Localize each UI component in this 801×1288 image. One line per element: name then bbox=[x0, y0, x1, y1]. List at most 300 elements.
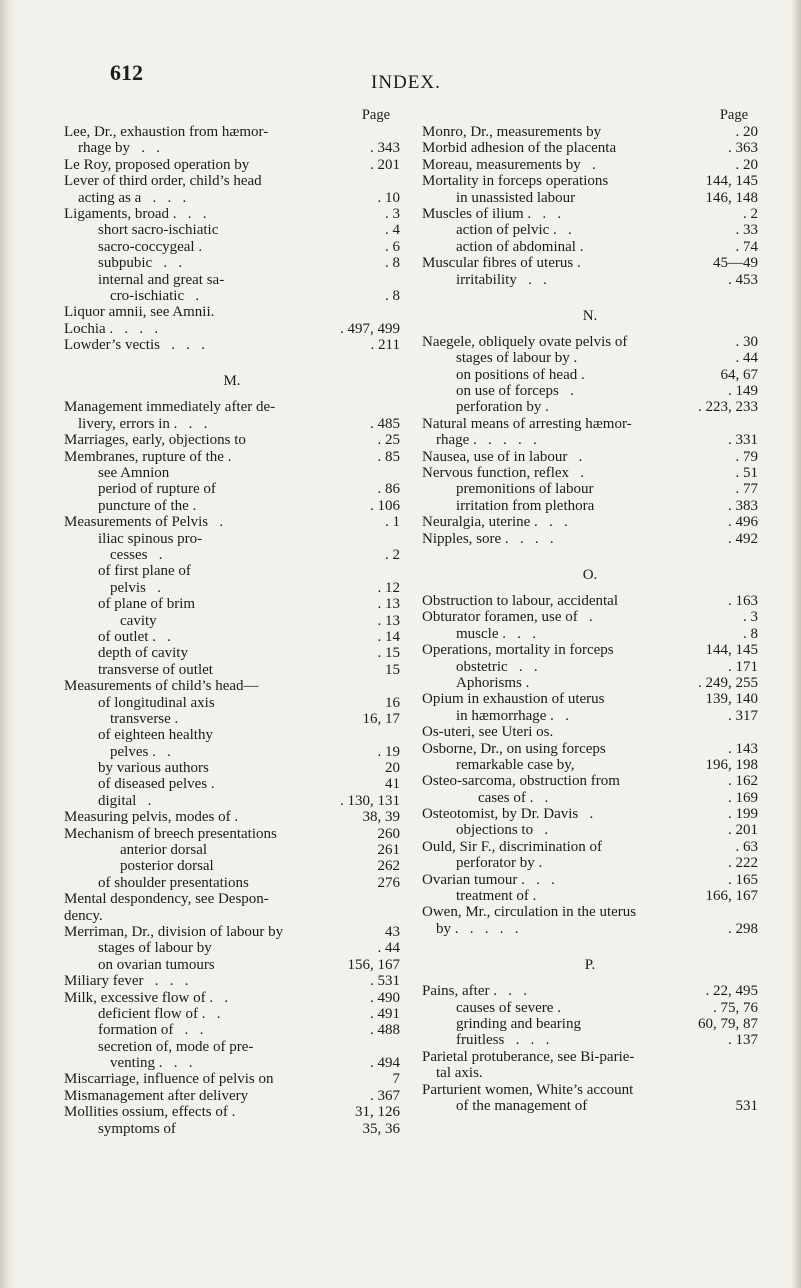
entry-text: pelves . . bbox=[110, 743, 171, 760]
index-entry bbox=[64, 222, 400, 238]
entry-text: Lever of third order, child’s head bbox=[64, 173, 262, 190]
index-entry bbox=[422, 255, 758, 271]
entry-text: venting . . . bbox=[110, 1055, 193, 1072]
index-column-right bbox=[422, 106, 758, 1114]
entry-text: Miliary fever . . . bbox=[64, 973, 189, 990]
entry-text: Measurements of child’s head— bbox=[64, 678, 259, 695]
entry-pages: . 15 bbox=[377, 645, 400, 662]
index-entry bbox=[64, 711, 400, 727]
entry-text: Ould, Sir F., discrimination of bbox=[422, 838, 603, 855]
entry-text: Measuring pelvis, modes of . bbox=[64, 809, 239, 826]
entry-text: remarkable case by, bbox=[456, 756, 575, 773]
index-entry bbox=[422, 708, 758, 724]
index-entry bbox=[64, 826, 400, 842]
entry-pages bbox=[397, 678, 400, 694]
entry-text: pelvis . bbox=[110, 579, 161, 596]
entry-pages: . 249, 255 bbox=[698, 674, 758, 691]
index-entry bbox=[422, 239, 758, 255]
entry-pages: . 85 bbox=[377, 448, 400, 465]
entry-text: Operations, mortality in forceps bbox=[422, 642, 614, 659]
entry-text: of outlet . . bbox=[98, 628, 171, 645]
entry-pages: 146, 148 bbox=[705, 189, 758, 206]
entry-pages: . 497, 499 bbox=[340, 320, 400, 337]
entry-text: treatment of . bbox=[456, 888, 537, 905]
entry-text: Management immediately after de- bbox=[64, 399, 276, 416]
entry-pages bbox=[397, 891, 400, 907]
column-page-heading: Page bbox=[361, 107, 390, 123]
index-entry bbox=[422, 140, 758, 156]
entry-pages: 43 bbox=[385, 923, 400, 940]
index-entry bbox=[422, 659, 758, 675]
entry-text: cavity bbox=[120, 612, 157, 629]
entry-text: Os-uteri, see Uteri os. bbox=[422, 724, 554, 741]
index-entry bbox=[422, 272, 758, 288]
entry-text: on ovarian tumours bbox=[98, 956, 215, 973]
index-entry bbox=[64, 940, 400, 956]
entry-pages: . 492 bbox=[728, 530, 758, 547]
index-entry bbox=[64, 124, 400, 140]
entry-text: Lochia . . . . bbox=[64, 320, 159, 337]
entry-pages: . 86 bbox=[377, 481, 400, 498]
entry-text: Measurements of Pelvis . bbox=[64, 514, 224, 531]
index-entry bbox=[422, 1000, 758, 1016]
entry-pages bbox=[397, 1039, 400, 1055]
entry-text: Owen, Mr., circulation in the uterus bbox=[422, 904, 637, 921]
entry-pages: 276 bbox=[377, 874, 400, 891]
index-entry bbox=[64, 1088, 400, 1104]
index-entry bbox=[422, 498, 758, 514]
entry-pages: . 149 bbox=[728, 383, 758, 400]
entry-pages: . 8 bbox=[385, 255, 400, 272]
index-entry bbox=[422, 1065, 758, 1081]
entry-text: Obstruction to labour, accidental bbox=[422, 592, 619, 609]
entry-text: perforator by . bbox=[456, 855, 543, 872]
index-entry bbox=[64, 531, 400, 547]
entry-text: formation of . . bbox=[98, 1022, 204, 1039]
entry-text: Pains, after . . . bbox=[422, 983, 527, 1000]
entry-pages: . 222 bbox=[728, 855, 758, 872]
entry-pages: . 14 bbox=[377, 628, 400, 645]
entry-pages: 45—49 bbox=[713, 255, 758, 272]
index-entry bbox=[422, 757, 758, 773]
entry-text: Naegele, obliquely ovate pelvis of bbox=[422, 333, 628, 350]
index-entry bbox=[422, 675, 758, 691]
entry-pages: . 211 bbox=[370, 337, 400, 354]
index-entry bbox=[64, 173, 400, 189]
entry-pages bbox=[397, 272, 400, 288]
entry-text: grinding and bearing bbox=[456, 1015, 581, 1032]
index-entry bbox=[64, 1006, 400, 1022]
index-entry bbox=[64, 908, 400, 924]
entry-text: cesses . bbox=[110, 546, 163, 563]
entry-pages: . 3 bbox=[385, 205, 400, 222]
entry-text: Mental despondency, see Despon- bbox=[64, 891, 269, 908]
index-entry bbox=[64, 272, 400, 288]
index-entry bbox=[64, 1121, 400, 1137]
entry-pages: . 331 bbox=[728, 432, 758, 449]
entry-text: Lee, Dr., exhaustion from hæmor- bbox=[64, 124, 269, 140]
entry-pages: 16 bbox=[385, 694, 400, 711]
entry-pages: . 453 bbox=[728, 271, 758, 288]
index-entry bbox=[422, 416, 758, 432]
entry-pages: 262 bbox=[377, 858, 400, 875]
entry-pages bbox=[755, 1065, 758, 1081]
index-entry bbox=[64, 727, 400, 743]
index-entry bbox=[422, 531, 758, 547]
index-entry bbox=[64, 399, 400, 415]
entry-text: Liquor amnii, see Amnii. bbox=[64, 304, 215, 321]
entry-pages: . 163 bbox=[728, 592, 758, 609]
entry-pages bbox=[397, 173, 400, 189]
index-entry bbox=[422, 691, 758, 707]
entry-pages: . 363 bbox=[728, 140, 758, 157]
entry-pages: 38, 39 bbox=[362, 809, 400, 826]
entry-pages: . 12 bbox=[377, 579, 400, 596]
entry-pages bbox=[397, 563, 400, 579]
entry-pages: . 496 bbox=[728, 514, 758, 531]
entry-pages: . 2 bbox=[385, 546, 400, 563]
entry-text: cro-ischiatic . bbox=[110, 287, 200, 304]
index-entry bbox=[64, 924, 400, 940]
entry-pages: 41 bbox=[385, 776, 400, 793]
entry-pages: . 298 bbox=[728, 920, 758, 937]
entry-pages: . 317 bbox=[728, 707, 758, 724]
index-entry bbox=[422, 514, 758, 530]
index-entry bbox=[64, 678, 400, 694]
entry-pages: . 13 bbox=[377, 612, 400, 629]
entry-pages bbox=[397, 908, 400, 924]
entry-text: stages of labour by . bbox=[456, 350, 578, 367]
index-entry bbox=[422, 206, 758, 222]
entry-pages: 31, 126 bbox=[355, 1104, 400, 1121]
entry-pages: 260 bbox=[377, 825, 400, 842]
index-entry bbox=[422, 724, 758, 740]
index-entry bbox=[422, 481, 758, 497]
index-entry bbox=[64, 547, 400, 563]
section-letter: M. bbox=[223, 373, 241, 390]
entry-text: Obturator foramen, use of . bbox=[422, 609, 593, 626]
index-entry bbox=[64, 140, 400, 156]
entry-text: short sacro-ischiatic bbox=[98, 222, 219, 239]
entry-text: digital . bbox=[98, 792, 152, 809]
entry-text: Marriages, early, objections to bbox=[64, 432, 246, 449]
entry-text: Ligaments, broad . . . bbox=[64, 205, 207, 222]
entry-pages: . 130, 131 bbox=[340, 792, 400, 809]
entry-text: subpubic . . bbox=[98, 255, 183, 272]
index-entry bbox=[64, 239, 400, 255]
page-left-shadow bbox=[0, 0, 16, 1288]
index-entry bbox=[422, 383, 758, 399]
index-entry bbox=[64, 842, 400, 858]
index-entry bbox=[422, 350, 758, 366]
index-entry bbox=[422, 334, 758, 350]
entry-text: transverse of outlet bbox=[98, 661, 213, 678]
entry-text: by various authors bbox=[98, 760, 209, 777]
index-entry bbox=[64, 1022, 400, 1038]
entry-text: Muscles of ilium . . . bbox=[422, 205, 562, 222]
index-entry bbox=[422, 642, 758, 658]
index-entry bbox=[64, 793, 400, 809]
entry-text: iliac spinous pro- bbox=[98, 530, 203, 547]
page-right-shadow bbox=[791, 0, 801, 1288]
entry-text: Moreau, measurements by . bbox=[422, 156, 596, 173]
entry-text: Milk, excessive flow of . . bbox=[64, 989, 229, 1006]
index-entry bbox=[422, 432, 758, 448]
index-entry bbox=[64, 321, 400, 337]
entry-pages: . 490 bbox=[370, 989, 400, 1006]
index-entry bbox=[422, 822, 758, 838]
index-entry bbox=[64, 481, 400, 497]
entry-pages bbox=[397, 531, 400, 547]
entry-pages: 196, 198 bbox=[705, 756, 758, 773]
entry-pages: . 162 bbox=[728, 773, 758, 790]
entry-text: in hæmorrhage . . bbox=[456, 707, 569, 724]
entry-pages: . 201 bbox=[728, 822, 758, 839]
index-entry bbox=[64, 858, 400, 874]
index-entry bbox=[64, 875, 400, 891]
index-column-left bbox=[64, 106, 400, 1137]
entry-text: Opium in exhaustion of uterus bbox=[422, 691, 605, 708]
index-entry bbox=[422, 1016, 758, 1032]
entry-text: Osteotomist, by Dr. Davis . bbox=[422, 806, 594, 823]
entry-pages: . 25 bbox=[377, 432, 400, 449]
entry-text: of longitudinal axis bbox=[98, 694, 215, 711]
index-entry bbox=[64, 157, 400, 173]
index-entry bbox=[64, 514, 400, 530]
index-entry bbox=[422, 124, 758, 140]
index-entry bbox=[64, 990, 400, 1006]
section-letter: P. bbox=[584, 957, 596, 974]
index-entry bbox=[422, 839, 758, 855]
index-entry bbox=[422, 1082, 758, 1098]
entry-text: Miscarriage, influence of pelvis on bbox=[64, 1071, 274, 1088]
index-entry bbox=[64, 337, 400, 353]
entry-text: irritation from plethora bbox=[456, 497, 595, 514]
index-entry bbox=[422, 173, 758, 189]
index-entry bbox=[422, 741, 758, 757]
entry-text: Monro, Dr., measurements by bbox=[422, 124, 602, 140]
index-entry bbox=[64, 809, 400, 825]
index-entry bbox=[422, 465, 758, 481]
entry-pages: . 106 bbox=[370, 497, 400, 514]
entry-text: rhage . . . . . bbox=[436, 432, 537, 449]
entry-text: obstetric . . bbox=[456, 658, 538, 675]
entry-text: Parietal protuberance, see Bi-parie- bbox=[422, 1048, 635, 1065]
entry-pages bbox=[397, 124, 400, 140]
index-entry bbox=[64, 563, 400, 579]
index-entry bbox=[422, 157, 758, 173]
entry-pages: 20 bbox=[385, 760, 400, 777]
entry-text: stages of labour by bbox=[98, 940, 212, 957]
entry-text: Mollities ossium, effects of . bbox=[64, 1104, 236, 1121]
entry-pages: . 531 bbox=[370, 973, 400, 990]
index-entry bbox=[64, 695, 400, 711]
entry-pages: 7 bbox=[392, 1071, 400, 1088]
entry-text: puncture of the . bbox=[98, 497, 197, 514]
entry-pages: 16, 17 bbox=[362, 710, 400, 727]
entry-text: on use of forceps . bbox=[456, 383, 574, 400]
index-entry bbox=[64, 973, 400, 989]
entry-text: Le Roy, proposed operation by bbox=[64, 156, 250, 173]
entry-pages: . 143 bbox=[728, 740, 758, 757]
index-entry bbox=[64, 498, 400, 514]
page-number: 612 bbox=[110, 60, 143, 85]
index-entry bbox=[64, 190, 400, 206]
index-entry bbox=[422, 367, 758, 383]
index-entry bbox=[64, 255, 400, 271]
entry-text: Neuralgia, uterine . . . bbox=[422, 514, 568, 531]
entry-pages bbox=[397, 304, 400, 320]
index-entry bbox=[64, 760, 400, 776]
index-entry bbox=[422, 872, 758, 888]
index-entry bbox=[64, 304, 400, 320]
index-entry bbox=[422, 806, 758, 822]
entry-pages: 15 bbox=[385, 661, 400, 678]
entry-pages: . 10 bbox=[377, 189, 400, 206]
entry-pages: . 8 bbox=[743, 625, 758, 642]
index-entry bbox=[422, 921, 758, 937]
entry-text: posterior dorsal bbox=[120, 858, 214, 875]
entry-pages: 166, 167 bbox=[705, 888, 758, 905]
index-entry bbox=[64, 1071, 400, 1087]
entry-text: action of abdominal . bbox=[456, 238, 584, 255]
index-entry bbox=[64, 662, 400, 678]
entry-pages: . 20 bbox=[735, 156, 758, 173]
entry-text: Muscular fibres of uterus . bbox=[422, 255, 581, 272]
entry-text: secretion of, mode of pre- bbox=[98, 1038, 254, 1055]
entry-text: symptoms of bbox=[98, 1120, 176, 1137]
index-entry bbox=[422, 855, 758, 871]
entry-text: fruitless . . . bbox=[456, 1032, 550, 1049]
index-entry bbox=[422, 773, 758, 789]
entry-text: Lowder’s vectis . . . bbox=[64, 337, 205, 354]
column-page-heading: Page bbox=[719, 107, 748, 123]
entry-pages: . 44 bbox=[377, 940, 400, 957]
index-entry bbox=[64, 744, 400, 760]
entry-pages: 139, 140 bbox=[705, 691, 758, 708]
entry-pages: . 51 bbox=[735, 465, 758, 482]
entry-text: Nausea, use of in labour . bbox=[422, 448, 583, 465]
entry-pages: . 1 bbox=[385, 514, 400, 531]
index-entry bbox=[64, 432, 400, 448]
entry-pages bbox=[397, 465, 400, 481]
entry-text: action of pelvic . . bbox=[456, 222, 572, 239]
entry-text: Mechanism of breech presentations bbox=[64, 825, 277, 842]
entry-pages: . 485 bbox=[370, 415, 400, 432]
index-entry bbox=[64, 288, 400, 304]
page-title: INDEX. bbox=[371, 72, 441, 93]
index-entry bbox=[64, 1039, 400, 1055]
entry-pages: . 201 bbox=[370, 156, 400, 173]
entry-pages: . 488 bbox=[370, 1022, 400, 1039]
entry-pages: . 13 bbox=[377, 596, 400, 613]
entry-text: period of rupture of bbox=[98, 481, 216, 498]
entry-text: deficient flow of . . bbox=[98, 1005, 221, 1022]
index-entry bbox=[422, 399, 758, 415]
entry-pages: . 75, 76 bbox=[713, 999, 758, 1016]
index-entry bbox=[422, 1098, 758, 1114]
entry-pages: . 19 bbox=[377, 743, 400, 760]
entry-pages bbox=[755, 724, 758, 740]
entry-pages: . 30 bbox=[735, 333, 758, 350]
index-entry bbox=[64, 1104, 400, 1120]
entry-pages: . 343 bbox=[370, 140, 400, 157]
entry-pages: . 63 bbox=[735, 838, 758, 855]
index-entry bbox=[64, 449, 400, 465]
entry-text: internal and great sa- bbox=[98, 271, 225, 288]
entry-pages: . 137 bbox=[728, 1032, 758, 1049]
entry-pages: . 20 bbox=[735, 124, 758, 140]
index-entry bbox=[422, 888, 758, 904]
entry-pages: 531 bbox=[735, 1097, 758, 1114]
index-entry bbox=[64, 645, 400, 661]
index-entry bbox=[64, 613, 400, 629]
entry-text: depth of cavity bbox=[98, 645, 188, 662]
entry-text: Merriman, Dr., division of labour by bbox=[64, 923, 284, 940]
entry-text: Aphorisms . bbox=[456, 674, 530, 691]
entry-pages: . 4 bbox=[385, 222, 400, 239]
entry-text: perforation by . bbox=[456, 399, 549, 416]
entry-text: tal axis. bbox=[436, 1065, 483, 1082]
entry-pages: . 3 bbox=[743, 609, 758, 626]
index-entry bbox=[422, 790, 758, 806]
entry-text: transverse . bbox=[110, 710, 179, 727]
entry-pages: . 74 bbox=[735, 238, 758, 255]
entry-text: livery, errors in . . . bbox=[78, 415, 208, 432]
entry-text: by . . . . . bbox=[436, 920, 519, 937]
entry-pages bbox=[755, 1049, 758, 1065]
index-entry bbox=[64, 629, 400, 645]
entry-pages: . 33 bbox=[735, 222, 758, 239]
entry-pages bbox=[755, 904, 758, 920]
entry-text: Nervous function, reflex . bbox=[422, 465, 585, 482]
section-letter: N. bbox=[582, 307, 598, 324]
entry-text: of shoulder presentations bbox=[98, 874, 249, 891]
entry-pages bbox=[755, 1082, 758, 1098]
entry-pages: 60, 79, 87 bbox=[698, 1015, 758, 1032]
entry-pages bbox=[755, 416, 758, 432]
entry-text: on positions of head . bbox=[456, 366, 585, 383]
entry-pages: 156, 167 bbox=[347, 956, 400, 973]
index-entry bbox=[64, 596, 400, 612]
entry-text: Parturient women, White’s account bbox=[422, 1081, 634, 1098]
entry-pages: . 44 bbox=[735, 350, 758, 367]
entry-pages: . 77 bbox=[735, 481, 758, 498]
index-entry bbox=[64, 1055, 400, 1071]
entry-text: of first plane of bbox=[98, 563, 191, 580]
index-entry bbox=[422, 449, 758, 465]
index-entry bbox=[422, 190, 758, 206]
index-entry bbox=[64, 580, 400, 596]
index-entry bbox=[422, 626, 758, 642]
entry-pages: . 169 bbox=[728, 789, 758, 806]
section-letter: O. bbox=[582, 566, 598, 583]
entry-text: see Amnion bbox=[98, 465, 170, 482]
index-entry bbox=[422, 222, 758, 238]
entry-text: Mortality in forceps operations bbox=[422, 173, 609, 190]
entry-text: muscle . . . bbox=[456, 625, 536, 642]
entry-text: objections to . bbox=[456, 822, 549, 839]
entry-pages: . 2 bbox=[743, 205, 758, 222]
entry-text: in unassisted labour bbox=[456, 189, 576, 206]
entry-text: Nipples, sore . . . . bbox=[422, 530, 554, 547]
entry-text: irritability . . bbox=[456, 271, 547, 288]
entry-text: Natural means of arresting hæmor- bbox=[422, 415, 632, 432]
entry-pages: . 22, 495 bbox=[705, 983, 758, 1000]
entry-pages: . 491 bbox=[370, 1005, 400, 1022]
entry-pages: 35, 36 bbox=[362, 1120, 400, 1137]
entry-pages: . 494 bbox=[370, 1055, 400, 1072]
